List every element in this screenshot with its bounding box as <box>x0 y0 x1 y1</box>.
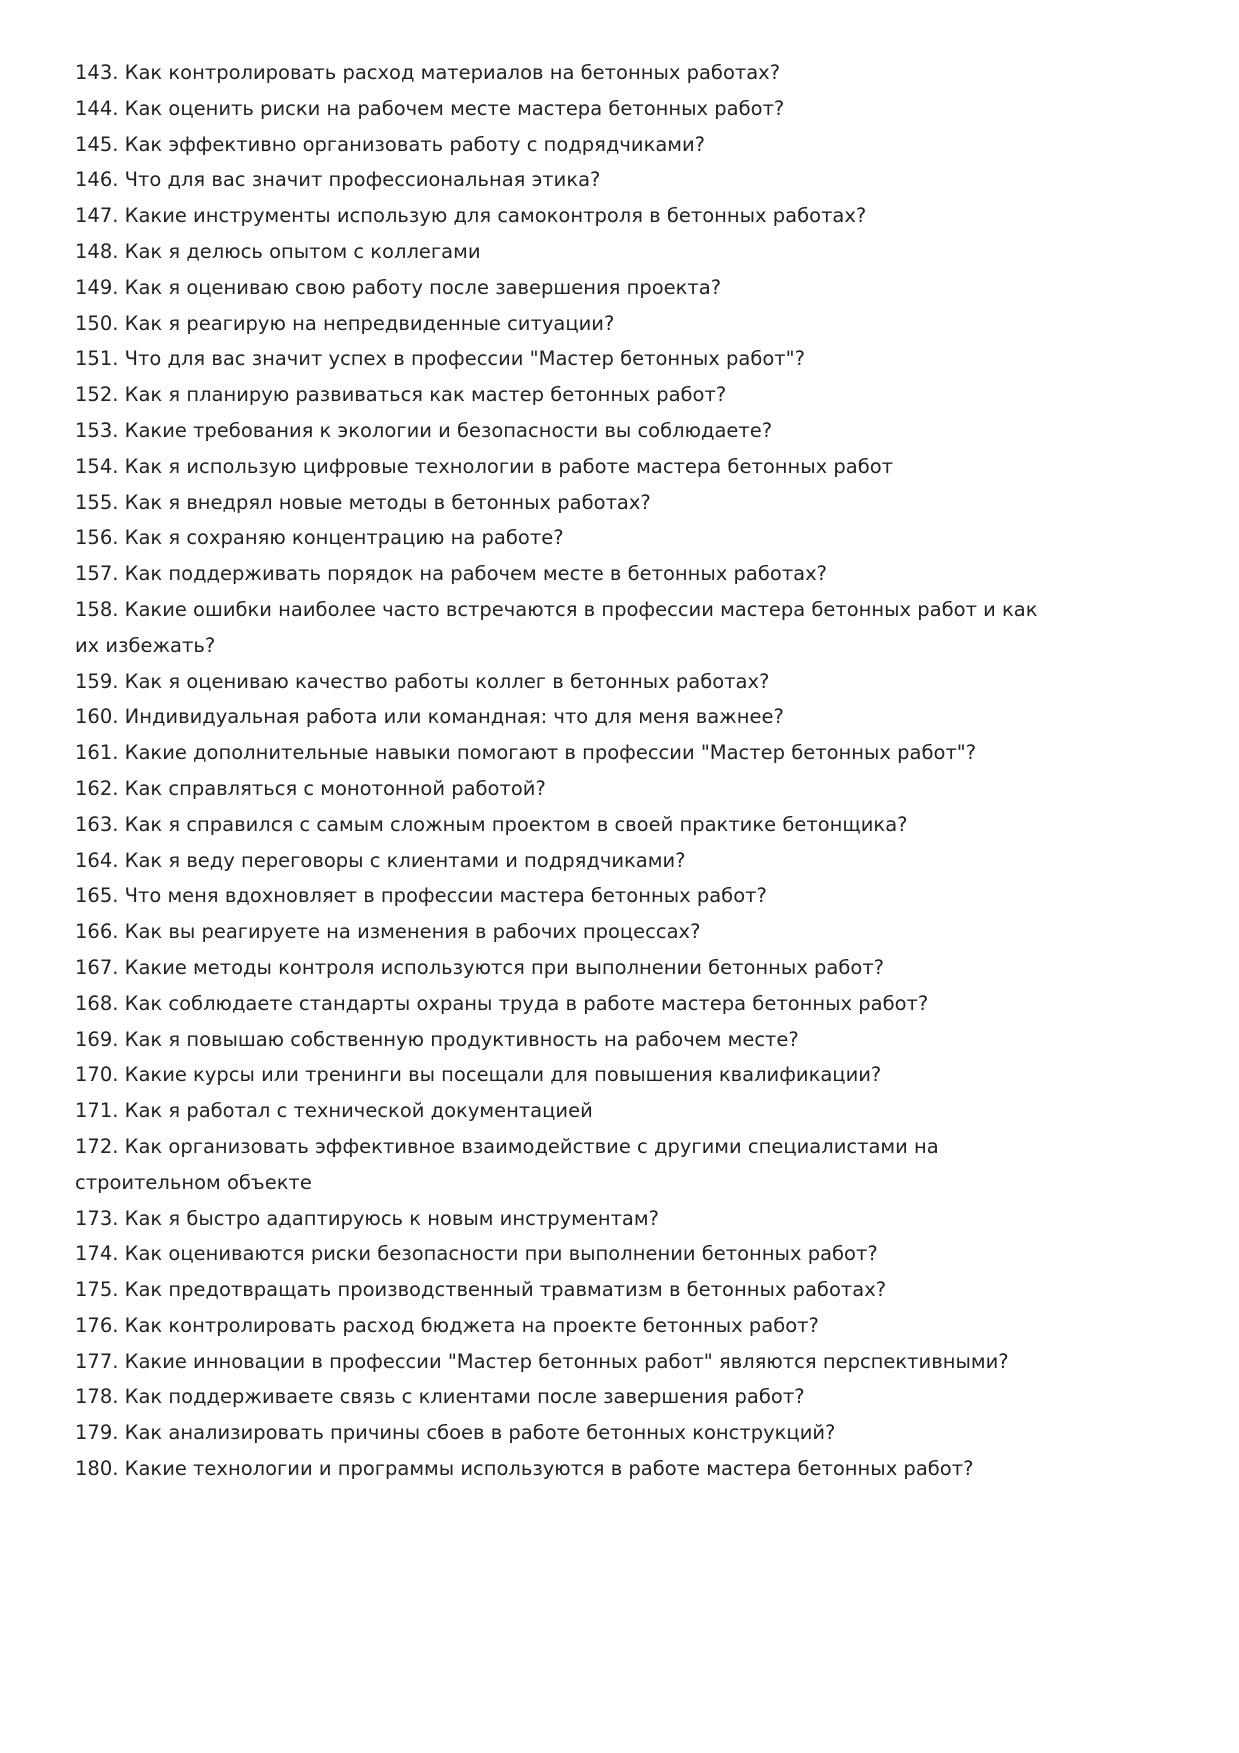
list-item: 160. Индивидуальная работа или командная: что для меня важнее? <box>75 705 784 729</box>
list-item: 154. Как я использую цифровые технологии в работе мастера бетонных работ <box>75 454 894 478</box>
list-item: 176. Как контролировать расход бюджета на проекте бетонных работ? <box>75 1313 819 1337</box>
list-item: 180. Какие технологии и программы используются в работе мастера бетонных работ? <box>75 1457 974 1481</box>
list-item: 164. Как я веду переговоры с клиентами и подрядчиками? <box>75 848 686 872</box>
list-item: 151. Что для вас значит успех в профессии "Мастер бетонных работ"? <box>75 347 805 371</box>
list-item: 150. Как я реагирую на непредвиденные ситуации? <box>75 311 615 335</box>
list-item: 165. Что меня вдохновляет в профессии мастера бетонных работ? <box>75 884 767 908</box>
list-item: 175. Как предотвращать производственный травматизм в бетонных работах? <box>75 1278 887 1302</box>
list-item: 172. Как организовать эффективное взаимодействие с другими специалистами на строительном объекте <box>75 1134 939 1194</box>
list-item: 174. Как оцениваются риски безопасности при выполнении бетонных работ? <box>75 1242 878 1266</box>
list-item: 152. Как я планирую развиваться как мастер бетонных работ? <box>75 383 727 407</box>
list-item: 161. Какие дополнительные навыки помогают в профессии "Мастер бетонных работ"? <box>75 741 977 765</box>
list-item: 156. Как я сохраняю концентрацию на работе? <box>75 526 564 550</box>
list-item: 163. Как я справился с самым сложным проектом в своей практике бетонщика? <box>75 812 908 836</box>
list-item: 144. Как оценить риски на рабочем месте мастера бетонных работ? <box>75 96 785 120</box>
list-item: 148. Как я делюсь опытом с коллегами <box>75 239 481 263</box>
list-item: 169. Как я повышаю собственную продуктивность на рабочем месте? <box>75 1027 799 1051</box>
question-list <box>75 55 1040 1487</box>
list-item: 149. Как я оцениваю свою работу после завершения проекта? <box>75 275 722 299</box>
list-item: 177. Какие инновации в профессии "Мастер бетонных работ" являются перспективными? <box>75 1349 1009 1373</box>
list-item: 166. Как вы реагируете на изменения в рабочих процессах? <box>75 920 701 944</box>
list-item: 179. Как анализировать причины сбоев в работе бетонных конструкций? <box>75 1421 836 1445</box>
list-item: 171. Как я работал с технической документацией <box>75 1099 593 1123</box>
list-item: 153. Какие требования к экологии и безопасности вы соблюдаете? <box>75 418 773 442</box>
list-item: 168. Как соблюдаете стандарты охраны труда в работе мастера бетонных работ? <box>75 991 929 1015</box>
list-item: 159. Как я оцениваю качество работы коллег в бетонных работах? <box>75 669 770 693</box>
list-item: 145. Как эффективно организовать работу с подрядчиками? <box>75 132 706 156</box>
list-item: 178. Как поддерживаете связь с клиентами после завершения работ? <box>75 1385 805 1409</box>
list-item: 170. Какие курсы или тренинги вы посещали для повышения квалификации? <box>75 1063 882 1087</box>
list-item: 155. Как я внедрял новые методы в бетонных работах? <box>75 490 651 514</box>
list-item: 173. Как я быстро адаптируюсь к новым инструментам? <box>75 1206 659 1230</box>
list-item: 143. Как контролировать расход материалов на бетонных работах? <box>75 61 781 84</box>
list-item: 162. Как справляться с монотонной работой? <box>75 776 546 800</box>
list-item: 167. Какие методы контроля используются при выполнении бетонных работ? <box>75 955 885 979</box>
list-item: 147. Какие инструменты использую для самоконтроля в бетонных работах? <box>75 204 867 228</box>
list-item: 157. Как поддерживать порядок на рабочем месте в бетонных работах? <box>75 562 828 586</box>
list-item: 158. Какие ошибки наиболее часто встречаются в профессии мастера бетонных работ и как их избежать? <box>75 597 1038 657</box>
list-item: 146. Что для вас значит профессиональная этика? <box>75 168 601 192</box>
